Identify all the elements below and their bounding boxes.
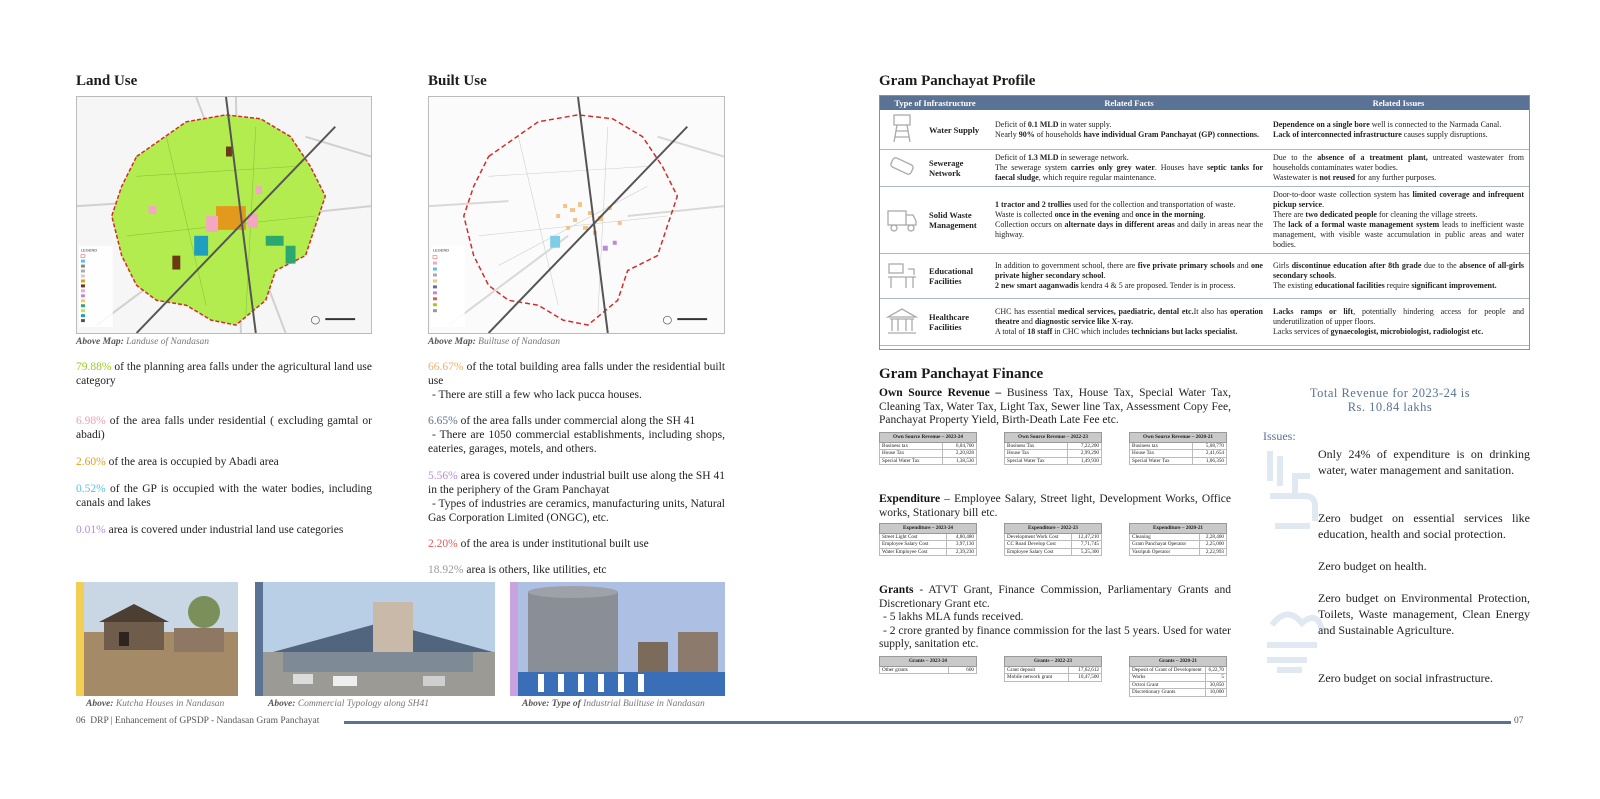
table-row <box>1130 541 1227 549</box>
own-source-table-2020 <box>1129 432 1227 465</box>
school-desk-icon <box>880 254 924 299</box>
mini-table-label: Other grants <box>880 666 949 674</box>
built-use-heading: Built Use <box>428 73 487 89</box>
footer-rule <box>344 721 1511 724</box>
own-source-table-2022 <box>1004 432 1102 465</box>
table-row <box>1005 541 1102 549</box>
mini-table-label: Works <box>1130 674 1206 682</box>
mini-table-label: Business Tax <box>1005 442 1068 450</box>
garbage-truck-icon <box>880 187 924 254</box>
mini-table-value: 5,08,770 <box>1192 442 1226 450</box>
mini-table-header: Expenditure – 2020-21 <box>1130 524 1227 534</box>
landuse-stat-abadi: 2.60% of the area is occupied by Abadi area <box>76 456 279 468</box>
builtuse-stat-commercial: 6.65% of the area falls under commercial along the SH 41 - There are 1050 commercial establishments, including shops, eateries, garages, motels, and others. <box>428 415 725 455</box>
mini-table-value: 10,000 <box>1206 689 1227 697</box>
mini-table-label: Employee Salary Cost <box>1005 548 1072 556</box>
issues-cell: Due to the absence of a treatment plant, untreated wastewater from households contaminates water bodies. Wastewater is not reused for any further purposes. <box>1268 150 1529 187</box>
mini-table-label: Business tax <box>1130 442 1193 450</box>
landuse-stat-industrial: 0.01% area is covered under industrial land use categories <box>76 524 344 536</box>
table-row <box>1130 533 1227 541</box>
footer-right-page: 07 <box>1514 716 1524 726</box>
mini-table-value: 5,25,300 <box>1071 548 1101 556</box>
photo-kutcha-houses <box>84 582 238 696</box>
mini-table-value: 2,39,230 <box>946 548 976 556</box>
mini-table-header: Own Source Revenue – 2020-21 <box>1130 433 1227 443</box>
photo-commercial-typology <box>263 582 495 696</box>
mini-table-label: House Tax <box>1005 450 1068 458</box>
table-row <box>1005 533 1102 541</box>
builtuse-stat-others: 18.92% area is others, like utilities, etc <box>428 564 607 576</box>
col-issues: Related Issues <box>1268 96 1529 110</box>
mini-table-label: Vasripuh Operator <box>1130 548 1200 556</box>
mini-table-value: 17,62,612 <box>1069 666 1102 674</box>
table-row <box>1130 457 1227 465</box>
table-row <box>1005 442 1102 450</box>
photo-accent-bar-2 <box>255 582 263 696</box>
mini-table-label: Octroi Grant <box>1130 681 1206 689</box>
grants-table-2023 <box>879 656 977 674</box>
mini-table-value: 7,71,745 <box>1071 541 1101 549</box>
issue-item: Only 24% of expenditure is on drinking water, water management and sanitation. <box>1318 447 1530 477</box>
table-row <box>1005 450 1102 458</box>
issue-item: Zero budget on health. <box>1318 559 1427 573</box>
photo-caption-3: Above: Type of Industrial Builtuse in Nandasan <box>522 699 705 709</box>
mini-table-value: 2,28,400 <box>1199 533 1226 541</box>
table-row <box>1130 548 1227 556</box>
issue-item: Zero budget on social infrastructure. <box>1318 671 1493 685</box>
table-row <box>1130 666 1227 674</box>
expenditure-text: Expenditure – Employee Salary, Street light, Development Works, Office works, Stationary bill etc. <box>879 493 1232 519</box>
mini-table-value: 3,97,130 <box>946 541 976 549</box>
issue-item: Zero budget on Environmental Protection, Toilets, Waste management, Clean Energy and Sustainable Agriculture. <box>1318 591 1530 637</box>
issues-cell: Lacks ramps or lift, potentially hindering access for people and underutilization of upper floors. Lacks services of gynaecologist, microbiologist, radiologist etc. <box>1268 299 1529 346</box>
table-row: Water Supply Deficit of 0.1 MLD in water supply. Nearly 90% of households have individual Gram Panchayat (GP) connections. Dependence on a single bore well is connected to the Narmada Canal. Lack of interconnected infrastructure causes supply disruptions. <box>880 110 1529 150</box>
hospital-icon <box>880 299 924 346</box>
mini-table-value: 7,22,200 <box>1067 442 1101 450</box>
issues-cell: Girls discontinue education after 8th grade due to the absence of all-girls secondary schools. The existing educational facilities require significant improvement. <box>1268 254 1529 299</box>
mini-table-header: Own Source Revenue – 2022-23 <box>1005 433 1102 443</box>
mini-table-header: Grants – 2023-24 <box>880 657 977 667</box>
table-row: Solid Waste Management 1 tractor and 2 trollies used for the collection and transportation of waste. Waste is collected once in the evening and once in the morning. Collection occurs on alternate days in different areas and daily in areas near the highway. Door-to-door waste collection system has limited coverage and infrequent pickup service. There are two dedicated people for cleaning the village streets. The lack of a formal waste management system leads to inefficient waste management, with visible waste accumulation in public areas and water bodies. <box>880 187 1529 254</box>
mini-table-label: Business tax <box>880 442 943 450</box>
landuse-map-caption: Above Map: Landuse of Nandasan <box>76 337 210 347</box>
mini-table-label: Special Water Tax <box>1005 457 1068 465</box>
mini-table-label: Grant deposit <box>1005 666 1069 674</box>
own-source-revenue-text: Own Source Revenue – Business Tax, House Tax, Special Water Tax, Cleaning Tax, Water Tax, Light Tax, Sewer line Tax, Assessment Copy Fee, Panchayat Property Yield, Birth-Death Late Fee etc. <box>879 387 1232 426</box>
mini-table-label: Deposit of Grant of Development <box>1130 666 1206 674</box>
table-row <box>1130 674 1227 682</box>
footer-left: 06 DRP | Enhancement of GPSDP - Nandasan Gram Panchayat <box>76 716 320 726</box>
mini-table-label: Development Work Cost <box>1005 533 1072 541</box>
table-row <box>1130 689 1227 697</box>
photo-accent-bar-3 <box>510 582 518 696</box>
mini-table-value: 5 <box>1206 674 1227 682</box>
builtuse-stat-institutional: 2.20% of the area is under institutional built use <box>428 538 649 550</box>
mini-table-value: 2,20,828 <box>942 450 976 458</box>
table-row <box>880 541 977 549</box>
mini-table-label: Street Light Cost <box>880 533 947 541</box>
mini-table-label: House Tax <box>1130 450 1193 458</box>
mini-table-value: 2,25,000 <box>1199 541 1226 549</box>
faucet-watermark-icon <box>1265 446 1325 536</box>
landuse-stat-agri: 79.88% of the planning area falls under the agricultural land use category <box>76 361 372 387</box>
own-source-table-2023 <box>879 432 977 465</box>
landuse-map <box>76 96 372 334</box>
table-row <box>880 533 977 541</box>
facts-cell: CHC has essential medical services, paediatric, dental etc.It also has operation theatre and diagnostic service like X-ray. A total of 18 staff in CHC which includes technicians but lacks specialist. <box>990 299 1268 346</box>
mini-table-value: 2,99,290 <box>1067 450 1101 458</box>
mini-table-header: Expenditure – 2022-23 <box>1005 524 1102 534</box>
table-row <box>1130 442 1227 450</box>
mini-table-value: 6,04,700 <box>942 442 976 450</box>
facts-cell: Deficit of 0.1 MLD in water supply. Nearly 90% of households have individual Gram Panchayat (GP) connections. <box>990 110 1268 150</box>
land-use-heading: Land Use <box>76 73 138 89</box>
svg-text:LEGEND: LEGEND <box>432 247 450 253</box>
table-row <box>880 666 977 674</box>
grants-table-2020 <box>1129 656 1227 697</box>
col-type: Type of Infrastructure <box>880 96 990 110</box>
table-row: Sewerage Network Deficit of 1.3 MLD in sewerage network. The sewerage system carries only grey water. Houses have septic tanks for faecal sludge, which require regular maintenance. Due to the absence of a treatment plant, untreated wastewater from households contaminates water bodies. Wastewater is not reused for any further purposes. <box>880 150 1529 187</box>
table-row <box>1130 681 1227 689</box>
mini-table-label: Mobile network grant <box>1005 674 1069 682</box>
table-row <box>880 457 977 465</box>
builtuse-stat-residential: 66.67% of the total building area falls under the residential built use - There are still a few who lack pucca houses. <box>428 361 726 401</box>
mini-table-value: 6,22,70 <box>1206 666 1227 674</box>
grants-table-2022 <box>1004 656 1102 682</box>
mini-table-label: Discretionary Grants <box>1130 689 1206 697</box>
mini-table-label: Special Water Tax <box>880 457 943 465</box>
photo-caption-2: Above: Commercial Typology along SH41 <box>268 699 429 709</box>
mini-table-value: 1,06,350 <box>1192 457 1226 465</box>
mini-table-value: 12,47,210 <box>1071 533 1101 541</box>
issues-cell: Door-to-door waste collection system has limited coverage and infrequent pickup service. There are two dedicated people for cleaning the village streets. The lack of a formal waste management system leads to inefficient waste management, with visible waste accumulation in public areas and water bodies. <box>1268 187 1529 254</box>
table-row <box>1005 548 1102 556</box>
profile-heading: Gram Panchayat Profile <box>879 73 1036 89</box>
mini-table-header: Grants – 2022-23 <box>1005 657 1102 667</box>
facts-cell: Deficit of 1.3 MLD in sewerage network. The sewerage system carries only grey water. Houses have septic tanks for faecal sludge, which require regular maintenance. <box>990 150 1268 187</box>
profile-table <box>879 95 1530 350</box>
table-row <box>1005 666 1102 674</box>
mini-table-label: Water Employee Cost <box>880 548 947 556</box>
expenditure-table-2020 <box>1129 523 1227 556</box>
mini-table-label: Special Water Tax <box>1130 457 1193 465</box>
finance-heading: Gram Panchayat Finance <box>879 366 1044 382</box>
photo-accent-bar-1 <box>76 582 84 696</box>
mini-table-value: 4,80,480 <box>946 533 976 541</box>
mini-table-value: 1,38,530 <box>942 457 976 465</box>
table-row: Educational Facilities In addition to government school, there are five private primary schools and one private higher secondary school. 2 new smart aaganwadis kendra 4 & 5 are proposed. Tender is in process. Girls discontinue education after 8th grade due to the absence of all-girls secondary schools. The existing educational facilities require significant improvement. <box>880 254 1529 299</box>
mini-table-value: 30,850 <box>1206 681 1227 689</box>
builtuse-stat-industrial: 5.56% area is covered under industrial built use along the SH 41 in the periphery of the Gram Panchayat - Types of industries are ceramics, manufacturing units, Natural Gas Corporation Limited (ONGC), etc. <box>428 470 726 524</box>
mini-table-value: 2,41,654 <box>1192 450 1226 458</box>
issues-cell: Dependence on a single bore well is connected to the Narmada Canal. Lack of interconnected infrastructure causes supply disruptions. <box>1268 110 1529 150</box>
mini-table-header: Grants – 2020-21 <box>1130 657 1227 667</box>
mini-table-label: Cleaning <box>1130 533 1200 541</box>
mini-table-header: Expenditure – 2023-24 <box>880 524 977 534</box>
mini-table-value: 1,49,930 <box>1067 457 1101 465</box>
photo-industrial <box>518 582 725 696</box>
svg-text:LEGEND: LEGEND <box>80 247 98 253</box>
mini-table-value: 2,22,993 <box>1199 548 1226 556</box>
pipe-icon <box>880 150 924 187</box>
builtuse-map-caption: Above Map: Builtuse of Nandasan <box>428 337 560 347</box>
expenditure-table-2023 <box>879 523 977 556</box>
total-revenue: Total Revenue for 2023-24 is Rs. 10.84 lakhs <box>1309 386 1471 414</box>
mini-table-label: CC Road Develop Cost <box>1005 541 1072 549</box>
table-row <box>1130 450 1227 458</box>
table-row <box>880 442 977 450</box>
landuse-stat-water: 0.52% of the GP is occupied with the water bodies, including canals and lakes <box>76 483 373 509</box>
water-tower-icon <box>880 110 924 150</box>
table-row <box>880 548 977 556</box>
facts-cell: In addition to government school, there are five private primary schools and one private higher secondary school. 2 new smart aaganwadis kendra 4 & 5 are proposed. Tender is in process. <box>990 254 1268 299</box>
mini-table-header: Own Source Revenue – 2023-24 <box>880 433 977 443</box>
mini-table-value: 600 <box>948 666 976 674</box>
issues-label: Issues: <box>1263 429 1296 443</box>
issue-item: Zero budget on essential services like education, health and social protection. <box>1318 511 1530 541</box>
builtuse-map <box>428 96 725 334</box>
mini-table-label: Gram Panchayat Operator <box>1130 541 1200 549</box>
table-row <box>880 450 977 458</box>
col-facts: Related Facts <box>990 96 1268 110</box>
table-row <box>1005 457 1102 465</box>
grants-text: Grants - ATVT Grant, Finance Commission, Parliamentary Grants and Discretionary Grant etc. - 5 lakhs MLA funds received. - 2 crore granted by finance commission for the last 5 years. Used for water supply, sanitation etc. <box>879 584 1231 650</box>
mini-table-label: House Tax <box>880 450 943 458</box>
mini-table-label: Employee Salary Cost <box>880 541 947 549</box>
table-row: Healthcare Facilities CHC has essential medical services, paediatric, dental etc.It also has operation theatre and diagnostic service like X-ray. A total of 18 staff in CHC which includes technicians but lacks specialist. Lacks ramps or lift, potentially hindering access for people and underutilization of upper floors. Lacks services of gynaecologist, microbiologist, radiologist etc. <box>880 299 1529 346</box>
facts-cell: 1 tractor and 2 trollies used for the collection and transportation of waste. Waste is collected once in the evening and once in the morning. Collection occurs on alternate days in different areas and daily in areas near the highway. <box>990 187 1268 254</box>
table-row <box>1005 674 1102 682</box>
landuse-stat-residential: 6.98% of the area falls under residential ( excluding gamtal or abadi) <box>76 415 372 441</box>
mini-table-value: 10,47,500 <box>1069 674 1102 682</box>
photo-caption-1: Above: Kutcha Houses in Nandasan <box>86 699 225 709</box>
expenditure-table-2022 <box>1004 523 1102 556</box>
